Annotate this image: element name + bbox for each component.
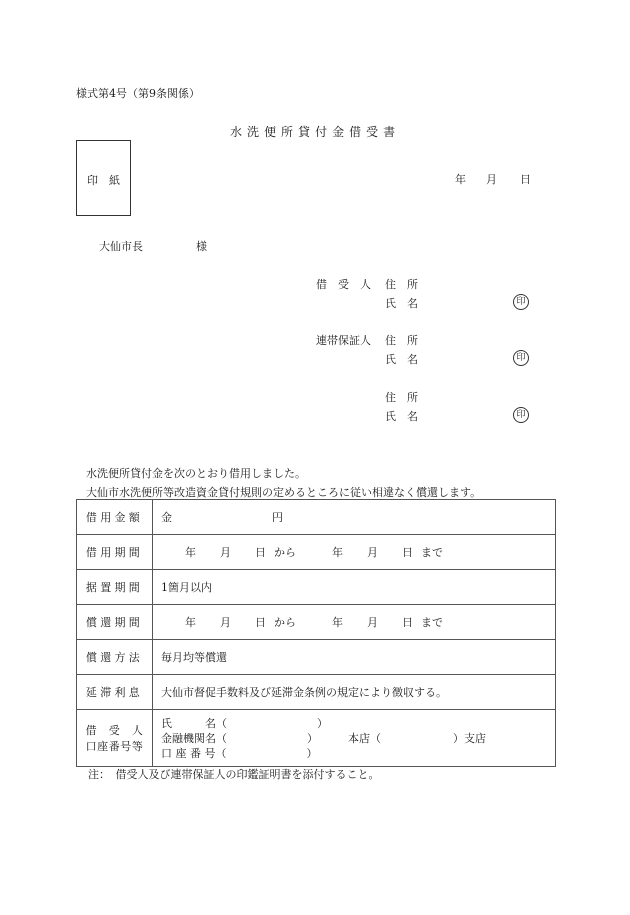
- repayment-period-label: 償還期間: [77, 605, 153, 640]
- late-interest-label: 延滞利息: [77, 675, 153, 710]
- loan-amount-cell: [153, 500, 556, 535]
- account-label-line-1: 借 受 人: [85, 724, 144, 737]
- loan-period-year1: 年: [185, 546, 196, 559]
- account-holder-close: ）: [317, 716, 328, 730]
- table-row-account: [77, 710, 556, 767]
- account-holder-label: 氏 名（: [161, 716, 227, 730]
- note: 注： 借受人及び連帯保証人の印鑑証明書を添付すること。: [88, 768, 380, 781]
- guarantor-seal-mark: 印: [513, 350, 529, 366]
- loan-details-table: [76, 499, 556, 767]
- document-title: 水 洗 便 所 貸 付 金 借 受 書: [230, 125, 396, 139]
- statement-line-1: 水洗便所貸付金を次のとおり借用しました。: [86, 467, 306, 480]
- additional-address-label: 住 所: [385, 391, 418, 404]
- addressee-honorific: 様: [196, 240, 207, 253]
- repayment-period-from: から: [274, 616, 296, 629]
- repayment-period-cell: [153, 605, 556, 640]
- loan-period-from: から: [274, 546, 296, 559]
- account-cell: [153, 710, 556, 767]
- repayment-period-year2: 年: [332, 616, 343, 629]
- loan-period-month1: 月: [220, 546, 231, 559]
- loan-period-year2: 年: [332, 546, 343, 559]
- table-row-loan-period: [77, 535, 556, 570]
- borrower-seal-mark: 印: [513, 294, 529, 310]
- date-month: 月: [486, 173, 497, 186]
- late-interest-value: 大仙市督促手数料及び延滞金条例の規定により徴収する。: [153, 675, 556, 710]
- guarantor-address-label: 住 所: [385, 334, 418, 347]
- grace-period-label: 据置期間: [77, 570, 153, 605]
- bank-name-close: ）: [307, 731, 318, 745]
- borrower-role: 借 受 人: [316, 278, 371, 291]
- account-number-label: 口 座 番 号（: [161, 746, 227, 760]
- table-row-grace-period: [77, 570, 556, 605]
- revenue-stamp-box: [76, 140, 131, 216]
- head-office-label: 本店（: [348, 731, 381, 745]
- form-number: 様式第4号（第9条関係）: [76, 87, 200, 100]
- loan-period-day1: 日: [255, 546, 266, 559]
- borrower-address-label: 住 所: [385, 278, 418, 291]
- table-row-late-interest: [77, 675, 556, 710]
- table-row-repayment-period: [77, 605, 556, 640]
- date-year: 年: [455, 173, 466, 186]
- loan-amount-prefix: 金: [161, 511, 172, 524]
- repayment-period-to: まで: [421, 616, 443, 629]
- loan-period-label: 借用期間: [77, 535, 153, 570]
- grace-period-value: 1箇月以内: [153, 570, 556, 605]
- account-label-line-2: 口座番号等: [85, 740, 144, 753]
- bank-name-label: 金融機関名（: [161, 731, 227, 745]
- repayment-period-day1: 日: [255, 616, 266, 629]
- loan-period-month2: 月: [367, 546, 378, 559]
- loan-period-to: まで: [421, 546, 443, 559]
- repayment-method-label: 償還方法: [77, 640, 153, 675]
- loan-amount-unit: 円: [272, 511, 283, 524]
- statement-line-2: 大仙市水洗便所等改造資金貸付規則の定めるところに従い相違なく償還します。: [86, 486, 482, 499]
- loan-period-cell: [153, 535, 556, 570]
- table-row-loan-amount: [77, 500, 556, 535]
- date-day: 日: [520, 173, 531, 186]
- addressee-name: 大仙市長: [99, 240, 143, 253]
- table-row-repayment-method: [77, 640, 556, 675]
- repayment-period-year1: 年: [185, 616, 196, 629]
- revenue-stamp-label: 印 紙: [87, 174, 120, 187]
- repayment-period-month1: 月: [220, 616, 231, 629]
- account-number-close: ）: [306, 746, 318, 760]
- guarantor-role: 連帯保証人: [316, 334, 371, 347]
- loan-amount-label: 借用金額: [77, 500, 153, 535]
- borrower-name-label: 氏 名: [385, 297, 418, 310]
- repayment-method-value: 毎月均等償還: [153, 640, 556, 675]
- guarantor-name-label: 氏 名: [385, 353, 418, 366]
- additional-seal-mark: 印: [513, 407, 529, 423]
- additional-name-label: 氏 名: [385, 410, 418, 423]
- branch-label: ）支店: [453, 731, 486, 745]
- account-label: [77, 710, 153, 767]
- loan-period-day2: 日: [402, 546, 413, 559]
- repayment-period-month2: 月: [367, 616, 378, 629]
- repayment-period-day2: 日: [402, 616, 413, 629]
